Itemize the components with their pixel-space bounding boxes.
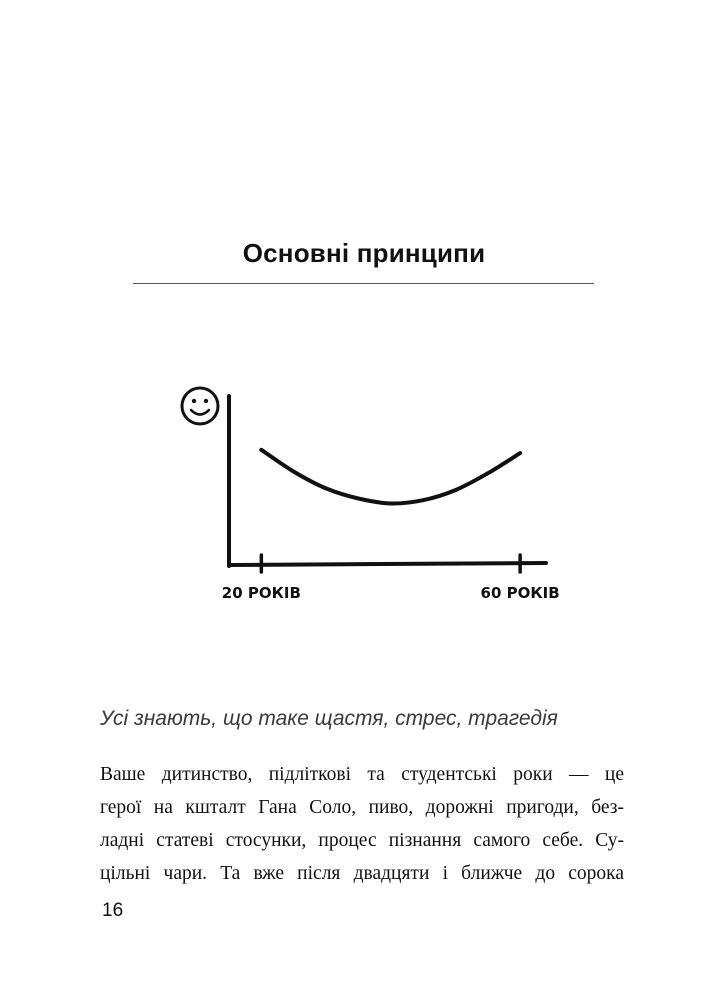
- subheading: Усі знають, що таке щастя, стрес, трагедія: [100, 707, 558, 730]
- x-axis: [229, 563, 546, 565]
- title-divider: [133, 283, 594, 284]
- section-title: Основні принципи: [242, 238, 486, 268]
- body-line: ладні статеві стосунки, процес пізнання самого себе. Су-: [100, 830, 624, 851]
- body-line: цільні чари. Та вже після двадцяти і ближче до сорока: [100, 863, 624, 884]
- happiness-curve-line: [261, 450, 520, 504]
- body-line: Ваше дитинство, підліткові та студентські роки — це: [100, 764, 624, 785]
- body-paragraph: [100, 758, 624, 890]
- smiley-face-icon: [182, 388, 218, 424]
- page-number: 16: [102, 900, 124, 921]
- x-tick-label: 20 РОКІВ: [221, 584, 301, 602]
- body-line: герої на кшталт Гана Соло, пиво, дорожні пригоди, без-: [100, 797, 624, 818]
- happiness-u-curve-chart: [0, 380, 728, 610]
- x-tick-label: 60 РОКІВ: [480, 584, 560, 602]
